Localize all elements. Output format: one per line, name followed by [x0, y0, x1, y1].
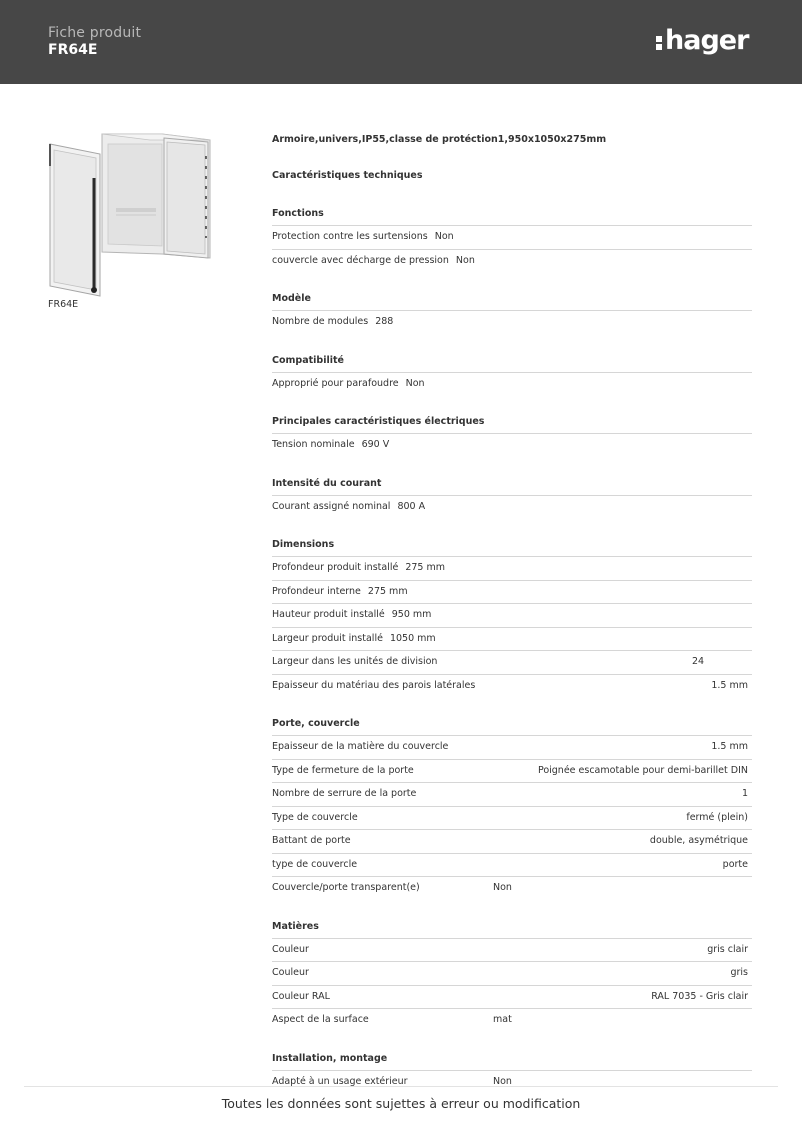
spec-row: [272, 651, 752, 675]
section-title: Compatibilité: [272, 351, 752, 373]
section-title: Dimensions: [272, 535, 752, 557]
spec-row: [272, 830, 752, 854]
spec-label: Battant de porte: [272, 835, 351, 846]
tech-heading: Caractéristiques techniques: [272, 170, 423, 181]
spec-label: Couvercle/porte transparent(e): [272, 882, 420, 893]
spec-row: [272, 675, 752, 699]
spec-value: fermé (plein): [686, 811, 748, 823]
spec-row: [272, 986, 752, 1010]
spec-label: Epaisseur du matériau des parois latérales: [272, 679, 476, 691]
spec-label: Hauteur produit installé: [272, 609, 385, 620]
logo-text: hager: [665, 25, 749, 56]
spec-value: double, asymétrique: [649, 835, 748, 846]
spec-value: Non: [405, 377, 425, 389]
spec-section: [272, 412, 752, 458]
spec-label: Courant assigné nominal: [272, 500, 391, 512]
spec-sections: [272, 204, 752, 1094]
section-title: Fonctions: [272, 204, 752, 226]
spec-row: [272, 760, 752, 784]
spec-row: [272, 854, 752, 878]
spec-row: [272, 434, 752, 458]
section-title: Principales caractéristiques électriques: [272, 412, 752, 434]
spec-row: [272, 877, 752, 901]
spec-section: [272, 1049, 752, 1095]
spec-label: Nombre de serrure de la porte: [272, 788, 417, 799]
spec-value: Non: [434, 231, 454, 242]
spec-section: [272, 535, 752, 698]
spec-label: Adapté à un usage extérieur: [272, 1075, 408, 1087]
spec-row: [272, 1009, 752, 1033]
spec-row: [272, 226, 752, 250]
spec-label: type de couvercle: [272, 858, 358, 870]
spec-label: Profondeur produit installé: [272, 562, 399, 573]
page-header: [0, 0, 802, 84]
spec-section: [272, 289, 752, 335]
spec-value: RAL 7035 - Gris clair: [651, 990, 748, 1002]
spec-section: [272, 204, 752, 273]
spec-value: Poignée escamotable pour demi-barillet DIN: [537, 764, 748, 776]
spec-value: 1050 mm: [389, 632, 436, 644]
spec-row: [272, 939, 752, 963]
spec-row: [272, 581, 752, 605]
spec-label: Approprié pour parafoudre: [272, 377, 399, 389]
product-description: Armoire,univers,IP55,classe de protéction1,950x1050x275mm: [272, 134, 607, 145]
spec-value: Non: [493, 882, 512, 893]
spec-value: 690 V: [361, 439, 390, 450]
spec-label: Epaisseur de la matière du couvercle: [272, 741, 449, 752]
spec-label: Type de fermeture de la porte: [272, 764, 414, 776]
spec-value: 1: [741, 788, 748, 799]
spec-label: Couleur RAL: [272, 990, 330, 1002]
spec-row: [272, 311, 752, 335]
footer-disclaimer: Toutes les données sont sujettes à erreur ou modification: [221, 1096, 581, 1111]
spec-label: couvercle avec décharge de pression: [272, 254, 449, 266]
spec-label: Couleur: [272, 943, 309, 955]
spec-row: [272, 1071, 752, 1095]
spec-value: 1.5 mm: [711, 679, 748, 691]
spec-value: 275 mm: [367, 585, 408, 597]
spec-label: Type de couvercle: [272, 811, 358, 823]
section-title: Intensité du courant: [272, 474, 752, 496]
spec-value: Non: [493, 1075, 512, 1087]
spec-section: [272, 917, 752, 1033]
footer-divider: [24, 1086, 778, 1087]
spec-label: Nombre de modules: [272, 316, 369, 327]
spec-value: porte: [722, 858, 748, 870]
spec-label: Profondeur interne: [272, 585, 361, 597]
spec-row: [272, 604, 752, 628]
logo-dots-icon: [656, 26, 662, 56]
spec-value: gris clair: [707, 943, 748, 955]
header-product-code: FR64E: [48, 42, 98, 58]
spec-value: 288: [375, 316, 394, 327]
spec-label: Protection contre les surtensions: [272, 231, 428, 242]
spec-label: Aspect de la surface: [272, 1014, 369, 1025]
spec-row: [272, 807, 752, 831]
hager-logo: [656, 26, 748, 56]
spec-value: mat: [493, 1014, 512, 1025]
spec-value: 275 mm: [405, 562, 445, 573]
spec-row: [272, 783, 752, 807]
spec-row: [272, 250, 752, 274]
spec-row: [272, 557, 752, 581]
spec-label: Couleur: [272, 967, 309, 978]
spec-value: Non: [455, 254, 475, 266]
spec-value: 950 mm: [391, 609, 432, 620]
spec-content: [272, 130, 752, 1094]
spec-row: [272, 373, 752, 397]
spec-value: 800 A: [397, 500, 426, 512]
header-subtitle: Fiche produit: [48, 25, 142, 41]
spec-value: 1.5 mm: [711, 741, 748, 752]
spec-row: [272, 962, 752, 986]
spec-row: [272, 628, 752, 652]
spec-section: [272, 351, 752, 397]
spec-label: Tension nominale: [272, 439, 355, 450]
spec-value: gris: [730, 967, 748, 978]
spec-label: Largeur produit installé: [272, 632, 383, 644]
section-title: Installation, montage: [272, 1049, 752, 1071]
spec-section: [272, 474, 752, 520]
product-image: [44, 126, 214, 298]
section-title: Porte, couvercle: [272, 714, 752, 736]
spec-row: [272, 496, 752, 520]
spec-value: 24: [692, 656, 705, 667]
spec-section: [272, 714, 752, 901]
section-title: Modèle: [272, 289, 752, 311]
product-image-caption: FR64E: [48, 299, 79, 310]
spec-label: Largeur dans les unités de division: [272, 656, 438, 667]
section-title: Matières: [272, 917, 752, 939]
spec-row: [272, 736, 752, 760]
